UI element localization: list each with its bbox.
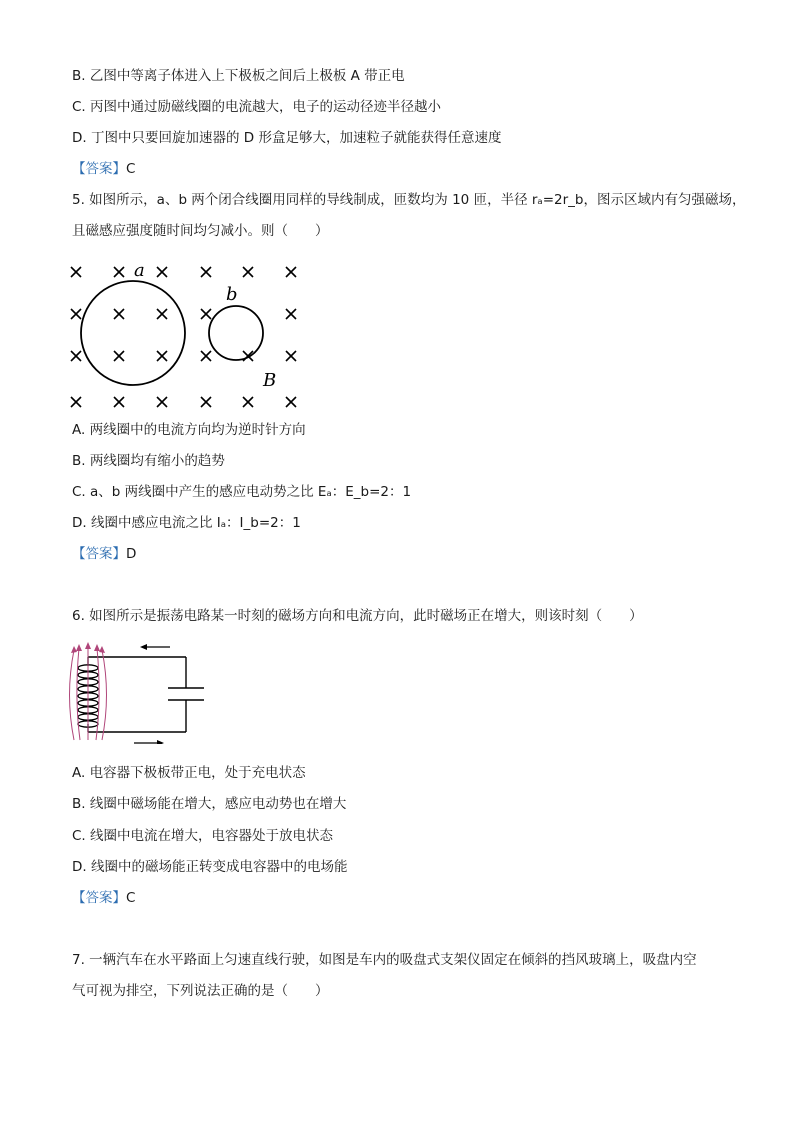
- answer-value: C: [126, 890, 136, 906]
- q4-answer: 【答案】C: [72, 161, 136, 177]
- current-arrow-bottom-head: [157, 740, 164, 744]
- coil-b: [209, 306, 263, 360]
- q6-answer: 【答案】C: [72, 890, 136, 906]
- circuit-wires: [88, 657, 186, 732]
- answer-tag: 答案: [85, 161, 113, 177]
- current-arrow-top-head: [140, 644, 147, 650]
- answer-value: C: [126, 161, 136, 177]
- q6-option-d: D. 线圈中的磁场能正转变成电容器中的电场能: [72, 859, 348, 875]
- answer-value: D: [126, 546, 137, 562]
- q5-stem-line1: 5. 如图所示，a、b 两个闭合线圈用同样的导线制成，匝数均为 10 匝，半径 rₐ=2r_b，图示区域内有匀强磁场，: [72, 192, 746, 208]
- q6-figure-lc-circuit: [66, 640, 206, 744]
- q7-stem-line2: 气可视为排空，下列说法正确的是（ ）: [72, 983, 329, 999]
- answer-tag: 答案: [85, 546, 113, 562]
- q6-stem: 6. 如图所示是振荡电路某一时刻的磁场方向和电流方向，此时磁场正在增大，则该时刻（ ）: [72, 608, 643, 624]
- q4-option-c: C. 丙图中通过励磁线圈的电流越大，电子的运动径迹半径越小: [72, 99, 442, 115]
- q7-stem-line1: 7. 一辆汽车在水平路面上匀速直线行驶，如图是车内的吸盘式支架仪固定在倾斜的挡风玻璃上，吸盘内空: [72, 952, 697, 968]
- q5-stem-line2: 且磁感应强度随时间均匀减小。则（ ）: [72, 223, 329, 239]
- q6-option-a: A. 电容器下极板带正电，处于充电状态: [72, 765, 306, 781]
- q6-option-c: C. 线圈中电流在增大，电容器处于放电状态: [72, 828, 334, 844]
- q5-answer: 【答案】D: [72, 546, 137, 562]
- q5-option-b: B. 两线圈均有缩小的趋势: [72, 453, 225, 469]
- capacitor: [168, 688, 204, 700]
- q5-option-d: D. 线圈中感应电流之比 Iₐ：I_b=2：1: [72, 515, 301, 531]
- q5-option-c: C. a、b 两线圈中产生的感应电动势之比 Eₐ：E_b=2：1: [72, 484, 412, 500]
- q5-figure-magnetic-field-coils: [64, 258, 314, 410]
- q4-option-b: B. 乙图中等离子体进入上下极板之间后上极板 A 带正电: [72, 68, 405, 84]
- q5-option-a: A. 两线圈中的电流方向均为逆时针方向: [72, 422, 306, 438]
- q4-option-d: D. 丁图中只要回旋加速器的 D 形盒足够大，加速粒子就能获得任意速度: [72, 130, 502, 146]
- coil-a: [81, 281, 185, 385]
- label-b: b: [226, 284, 238, 305]
- magnetic-field-lines: [70, 646, 107, 740]
- answer-tag: 答案: [85, 890, 113, 906]
- q6-option-b: B. 线圈中磁场能在增大，感应电动势也在增大: [72, 796, 347, 812]
- label-a: a: [134, 260, 145, 281]
- label-B: B: [263, 370, 277, 391]
